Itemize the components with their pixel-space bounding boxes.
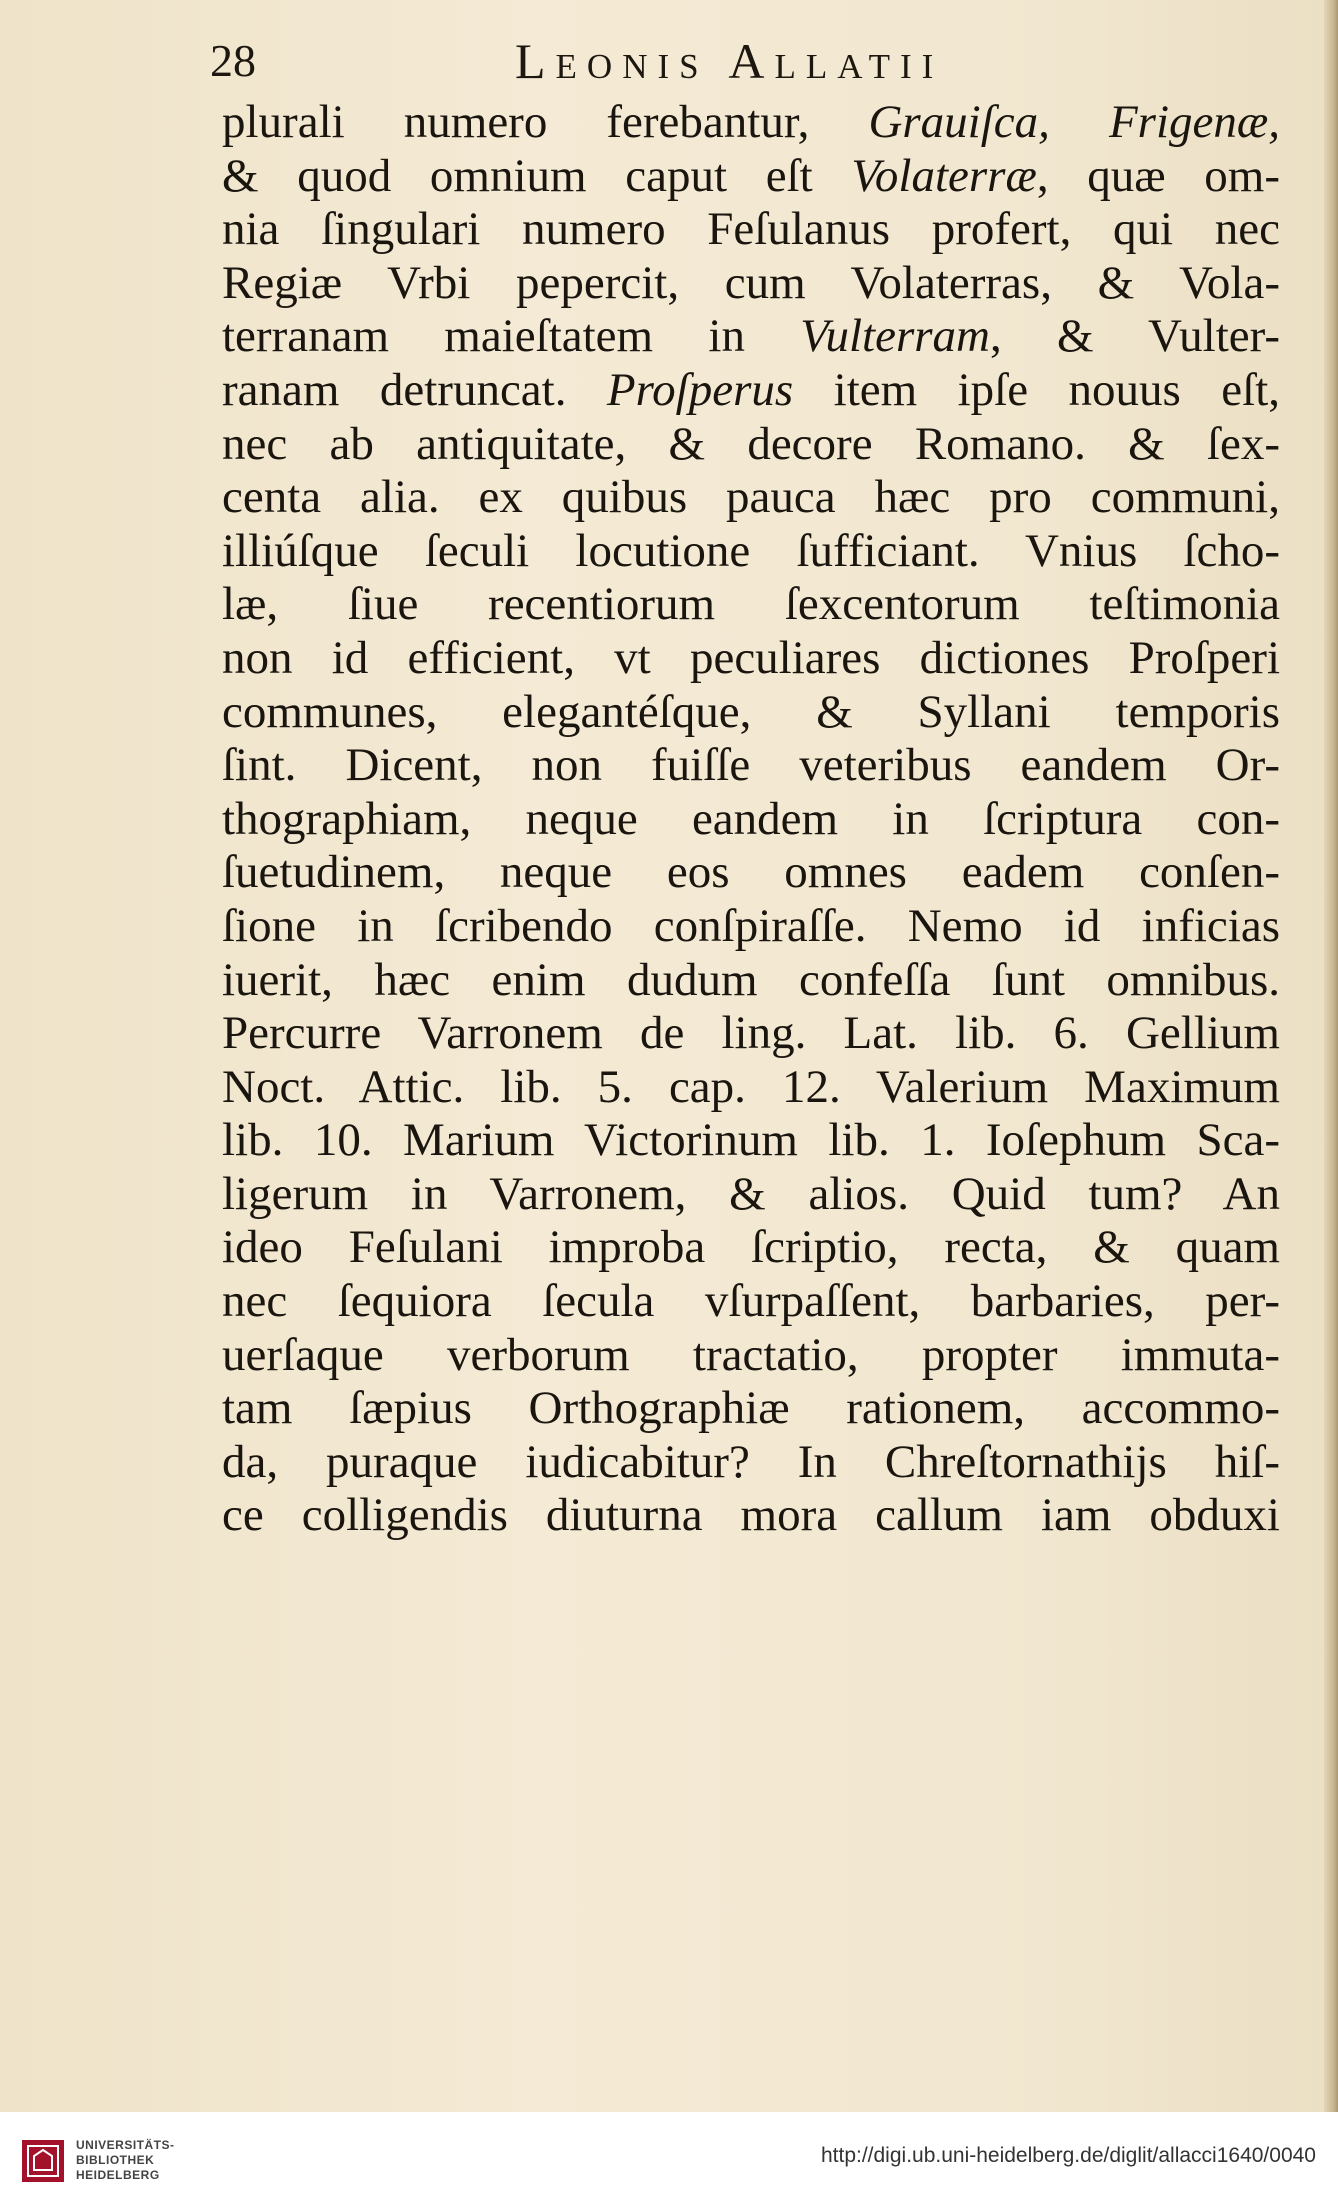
text-line: da, puraque iudicabitur? In Chreſtornathijs hiſ-	[222, 1435, 1280, 1488]
permalink-url[interactable]: http://digi.ub.uni-heidelberg.de/diglit/allacci1640/0040	[820, 2144, 1316, 2167]
text-line: Regiæ Vrbi pepercit, cum Volaterras, & Vola-	[222, 256, 1280, 309]
text-line: thographiam, neque eandem in ſcriptura con-	[222, 792, 1280, 845]
text-line: centa alia. ex quibus pauca hæc pro communi,	[222, 471, 1280, 524]
text-line: non id efficient, vt peculiares dictiones Proſperi	[222, 631, 1280, 684]
text-line: ce colligendis diuturna mora callum iam obduxi	[222, 1489, 1280, 1542]
text-line: ſuetudinem, neque eos omnes eadem conſen-	[222, 846, 1280, 899]
text-line: Percurre Varronem de ling. Lat. lib. 6. Gellium	[222, 1007, 1280, 1060]
page-header	[210, 30, 1280, 100]
institution-line: HEIDELBERG	[76, 2168, 160, 2182]
running-head: Leonis Allatii	[515, 33, 944, 89]
text-line: Noct. Attic. lib. 5. cap. 12. Valerium Maximum	[222, 1060, 1280, 1113]
text-line: ideo Feſulani improba ſcriptio, recta, & quam	[222, 1221, 1280, 1274]
text-line: nec ab antiquitate, & decore Romano. & ſex-	[222, 417, 1280, 470]
italic-term: Volaterræ	[851, 149, 1037, 202]
text-line: & quod omnium caput eſt Volaterræ, quæ om-	[222, 149, 1280, 202]
page-number: 28	[210, 35, 256, 86]
text-line: illiúſque ſeculi locutione ſufficiant. Vnius ſcho-	[222, 524, 1280, 577]
page-edge	[1324, 0, 1338, 2112]
text-line: læ, ſiue recentiorum ſexcentorum teſtimonia	[222, 578, 1280, 631]
italic-term: Proſperus	[606, 363, 794, 416]
text-line: tam ſæpius Orthographiæ rationem, accommo-	[222, 1382, 1280, 1435]
text-line: ligerum in Varronem, & alios. Quid tum? An	[222, 1167, 1280, 1220]
institution-name	[76, 2138, 175, 2183]
text-line: uerſaque verborum tractatio, propter immuta-	[222, 1328, 1280, 1381]
university-seal-icon	[22, 2140, 64, 2182]
text-line: ſione in ſcribendo conſpiraſſe. Nemo id inficias	[222, 899, 1280, 952]
text-line: nia ſingulari numero Feſulanus profert, qui nec	[222, 203, 1280, 256]
viewer-footer	[0, 2112, 1338, 2207]
text-line: terranam maieſtatem in Vulterram, & Vulter-	[222, 310, 1280, 363]
institution-line: BIBLIOTHEK	[76, 2153, 155, 2167]
italic-term: Grauiſca, Frigenæ,	[868, 96, 1280, 148]
text-line: ſint. Dicent, non fuiſſe veteribus eandem Or-	[222, 739, 1280, 792]
text-line: ranam detruncat. Proſperus item ipſe nouus eſt,	[222, 363, 1280, 416]
italic-term: Vulterram	[800, 310, 990, 363]
institution-line: UNIVERSITÄTS-	[76, 2138, 175, 2152]
body-text	[222, 96, 1280, 1543]
text-line: nec ſequiora ſecula vſurpaſſent, barbaries, per-	[222, 1275, 1280, 1328]
text-line: communes, elegantéſque, & Syllani temporis	[222, 685, 1280, 738]
text-line: plurali numero ferebantur, Grauiſca, Frigenæ,	[222, 96, 1280, 148]
text-line: lib. 10. Marium Victorinum lib. 1. Ioſephum Sca-	[222, 1114, 1280, 1167]
text-line: iuerit, hæc enim dudum confeſſa ſunt omnibus.	[222, 953, 1280, 1006]
